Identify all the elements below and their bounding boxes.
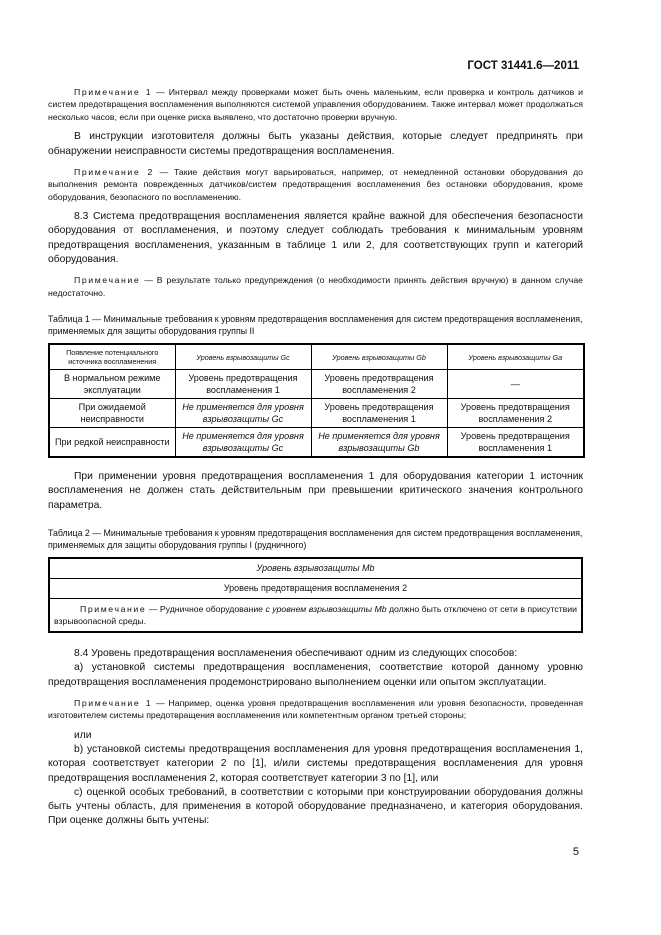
note-text: должно быть отключено от сети в присутствии взрывоопасной среды.: [54, 603, 578, 626]
note-label: Примечание 2: [74, 166, 154, 177]
header-cell: Уровень взрывозащиты Mb: [49, 558, 582, 579]
table-row: [49, 428, 584, 458]
table-row: [49, 399, 584, 428]
table-cell: При редкой неисправности: [49, 428, 175, 458]
table-1: [48, 343, 585, 458]
table-cell: —: [447, 370, 584, 399]
table-row: [49, 370, 584, 399]
header-cell: Уровень взрывозащиты Ga: [447, 344, 584, 370]
note-text: — В результате только предупреждения (о необходимости принять действия вручную) в данном случае недостаточно.: [48, 275, 583, 298]
table-cell: Уровень предотвращения воспламенения 2: [447, 399, 584, 428]
header-cell: Уровень взрывозащиты Gc: [175, 344, 311, 370]
note-label: Примечание: [80, 603, 147, 614]
note-2: [48, 166, 583, 203]
note-text: — Рудничное оборудование: [146, 603, 266, 614]
table-cell: Уровень предотвращения воспламенения 1: [175, 370, 311, 399]
note-text-italic: с уровнем взрывозащиты Mb: [265, 603, 387, 614]
table-cell: Не применяется для уровня взрывозащиты Gc: [175, 428, 311, 458]
paragraph-8-3: 8.3 Система предотвращения воспламенения является крайне важной для обеспечения безопасности оборудования от воспламенения, и поэтому следует соблюдать требования к минимальным уровням предотвращения воспламенения, указанным в таблице 1 или 2, для соответствующих групп и категорий оборудования.: [48, 211, 583, 265]
paragraph-8-4: 8.4 Уровень предотвращения воспламенения обеспечивают одним из следующих способов:: [74, 647, 518, 659]
table-1-caption: Таблица 1 — Минимальные требования к уровням предотвращения воспламенения для систем предотвращения воспламенения, применяемых для защиты оборудования группы II: [48, 314, 583, 337]
paragraph-after-table-1: При применении уровня предотвращения воспламенения 1 для оборудования категории 1 источник воспламенения не должен стать действительным при превышении критического значения контрольного параметра.: [48, 471, 583, 511]
content: [48, 86, 583, 829]
header-cell: Появление потенциального источника воспламенения: [49, 344, 175, 370]
table-cell: Не применяется для уровня взрывозащиты Gc: [175, 399, 311, 428]
table-cell: Уровень предотвращения воспламенения 1: [447, 428, 584, 458]
item-c: с) оценкой особых требований, в соответствии с которыми при конструировании оборудования должны быть учтены область, для применения в которой оборудование предназначено, и категория оборудования. При оценке должны быть учтены:: [48, 786, 583, 827]
table-cell: В нормальном режиме эксплуатации: [49, 370, 175, 399]
item-b: b) установкой системы предотвращения воспламенения для уровня предотвращения воспламенения 1, которая соответствует категории 2 по [1], и/или системы предотвращения воспламенения для уровня предотвращения воспламенения 2, которая соответствует категории 3 по [1], или: [48, 743, 583, 784]
note-text: — Такие действия могут варьироваться, например, от немедленной остановки оборудования до выполнения ремонта поврежденных датчиков/систем предотвращения воспламенения без остановки оборудования, кроме оборудования, безопасного по воспламенению.: [48, 166, 583, 202]
item-a: а) установкой системы предотвращения воспламенения, соответствие которой данному уровню предотвращения воспламенения продемонстрировано выполнением оценки или опытом эксплуатации.: [48, 662, 583, 688]
table-2-note: [49, 598, 582, 632]
paragraph-instructions: В инструкции изготовителя должны быть указаны действия, которые следует предпринять при обнаружении неисправности системы предотвращения воспламенения.: [48, 131, 583, 157]
table-2: [48, 557, 583, 633]
note-text: — Интервал между проверками может быть очень маленьким, если проверка и контроль датчиков и систем предотвращения воспламенения выполняются системой управления оборудованием. Также интервал может продолжаться несколько часов, если при оценке риска выявлено, что достаточно проверки вручную.: [48, 87, 583, 122]
standard-header: ГОСТ 31441.6—2011: [467, 60, 579, 72]
note-4: [48, 697, 583, 722]
table-row: [49, 558, 582, 579]
note-1: [48, 86, 583, 123]
table-2-caption: Таблица 2 — Минимальные требования к уровням предотвращения воспламенения для систем предотвращения воспламенения, применяемых для защиты оборудования группы I (рудничного): [48, 527, 583, 550]
note-label: Примечание: [74, 275, 141, 286]
table-cell: Уровень предотвращения воспламенения 2: [49, 578, 582, 598]
note-3: [48, 274, 583, 299]
table-cell: Не применяется для уровня взрывозащиты Gb: [311, 428, 447, 458]
table-cell: При ожидаемой неисправности: [49, 399, 175, 428]
or-text: или: [74, 729, 92, 741]
table-row: [49, 578, 582, 598]
note-text: — Например, оценка уровня предотвращения воспламенения или уровня безопасности, проведенная изготовителем системы предотвращения воспламенения или компетентным органом третьей стороны;: [48, 697, 584, 721]
table-header-row: [49, 344, 584, 370]
table-cell: Уровень предотвращения воспламенения 1: [311, 399, 447, 428]
note-label: Примечание 1: [74, 697, 153, 708]
table-row: [49, 598, 582, 632]
header-cell: Уровень взрывозащиты Gb: [311, 344, 447, 370]
note-label: Примечание 1: [74, 87, 153, 97]
page-number: 5: [572, 846, 579, 858]
table-cell: Уровень предотвращения воспламенения 2: [311, 370, 447, 399]
